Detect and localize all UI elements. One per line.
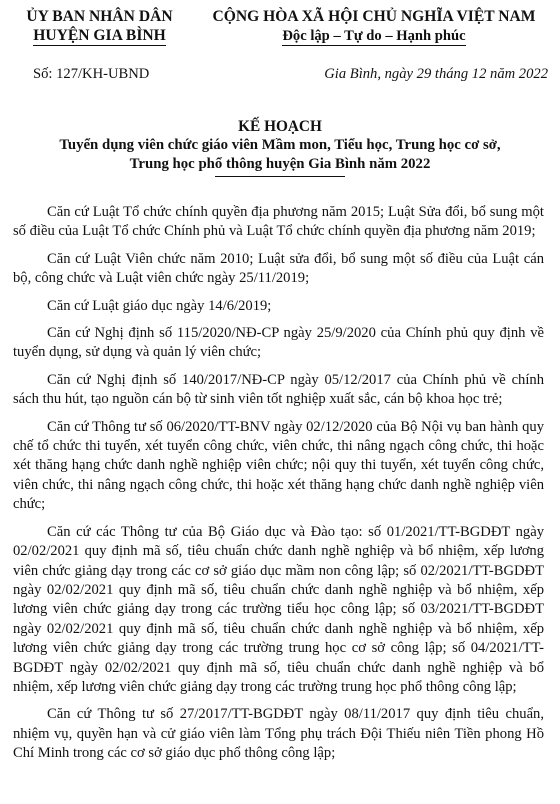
title-line-3: Trung học phổ thông huyện Gia Bình năm 2022	[129, 155, 431, 172]
legal-basis-paragraph: Căn cứ Luật Viên chức năm 2010; Luật sửa đổi, bổ sung một số điều của Luật cán bộ, công chức và Luật viên chức ngày 25/11/2019;	[13, 250, 544, 287]
document-header	[0, 7, 560, 63]
title-line-2: Tuyển dụng viên chức giáo viên Mầm mon, Tiểu học, Trung học cơ sở,	[59, 137, 501, 153]
document-body	[13, 203, 544, 772]
title-underline	[215, 176, 345, 177]
legal-basis-paragraph: Căn cứ Luật Tổ chức chính quyền địa phương năm 2015; Luật Sửa đổi, bổ sung một số điều của Luật Tổ chức Chính phủ và Luật Tổ chức chính quyền địa phương năm 2019;	[13, 204, 544, 240]
issuing-authority	[12, 7, 187, 46]
place-and-date: Gia Bình, ngày 29 tháng 12 năm 2022	[324, 66, 548, 82]
document-number: Số: 127/KH-UBND	[33, 66, 150, 82]
legal-basis-paragraph: Căn cứ Luật giáo dục ngày 14/6/2019;	[47, 297, 272, 314]
legal-basis-paragraph: Căn cứ Nghị định số 140/2017/NĐ-CP ngày 05/12/2017 của Chính phủ về chính sách thu hút, tạo nguồn cán bộ từ sinh viên tốt nghiệp xuất sắc, cán bộ khoa học trẻ;	[13, 371, 544, 408]
legal-basis-paragraph: Căn cứ Thông tư số 06/2020/TT-BNV ngày 02/12/2020 của Bộ Nội vụ ban hành quy chế tổ chức thi tuyển, xét tuyển công chức, viên chức, thi nâng ngạch công chức, thi hoặc xét thăng hạng chức danh nghề nghiệp viên chức; nội quy thi tuyển, xét tuyển công chức, viên chức, thi nâng ngạch công chức, thi hoặc xét thăng hạng chức danh nghề nghiệp viên chức;	[13, 418, 544, 513]
legal-basis-paragraph: Căn cứ Thông tư số 27/2017/TT-BGDĐT ngày 08/11/2017 quy định tiêu chuẩn, nhiệm vụ, quyền hạn và cử giáo viên làm Tổng phụ trách Đội Thiếu niên Tiền phong Hồ Chí Minh trong các cơ sở giáo dục phổ thông công lập;	[13, 706, 544, 762]
authority-line-2: HUYỆN GIA BÌNH	[33, 27, 166, 44]
authority-line-1: ỦY BAN NHÂN DÂN	[26, 8, 173, 25]
motto: Độc lập – Tự do – Hạnh phúc	[282, 28, 466, 44]
document-title	[0, 117, 560, 177]
title-line-1: KẾ HOẠCH	[238, 118, 322, 135]
legal-basis-paragraph: Căn cứ các Thông tư của Bộ Giáo dục và Đào tạo: số 01/2021/TT-BGDĐT ngày 02/02/2021 quy định mã số, tiêu chuẩn chức danh nghề nghiệp và bổ nhiệm, xếp lương viên chức giảng dạy trong các cơ sở giáo dục mầm non công lập; số 02/2021/TT-BGDĐT ngày 02/02/2021 quy định mã số, tiêu chuẩn chức danh nghề nghiệp và bổ nhiệm, xếp lương viên chức giảng dạy trong các trường tiểu học công lập; số 03/2021/TT-BGDĐT ngày 02/02/2021 quy định mã số, tiêu chuẩn chức danh nghề nghiệp và bổ nhiệm, xếp lương viên chức giảng dạy trong các trường trung học cơ sở công lập; số 04/2021/TT-BGDĐT ngày 02/02/2021 quy định mã số, tiêu chuẩn chức danh nghề nghiệp và bổ nhiệm, xếp lương viên chức giảng dạy trong các trường trung học phổ thông công lập;	[13, 523, 544, 695]
national-motto	[196, 7, 552, 46]
nation-name: CỘNG HÒA XÃ HỘI CHỦ NGHĨA VIỆT NAM	[212, 8, 536, 25]
legal-basis-paragraph: Căn cứ Nghị định số 115/2020/NĐ-CP ngày 25/9/2020 của Chính phủ quy định về tuyển dụng, sử dụng và quản lý viên chức;	[13, 325, 544, 361]
